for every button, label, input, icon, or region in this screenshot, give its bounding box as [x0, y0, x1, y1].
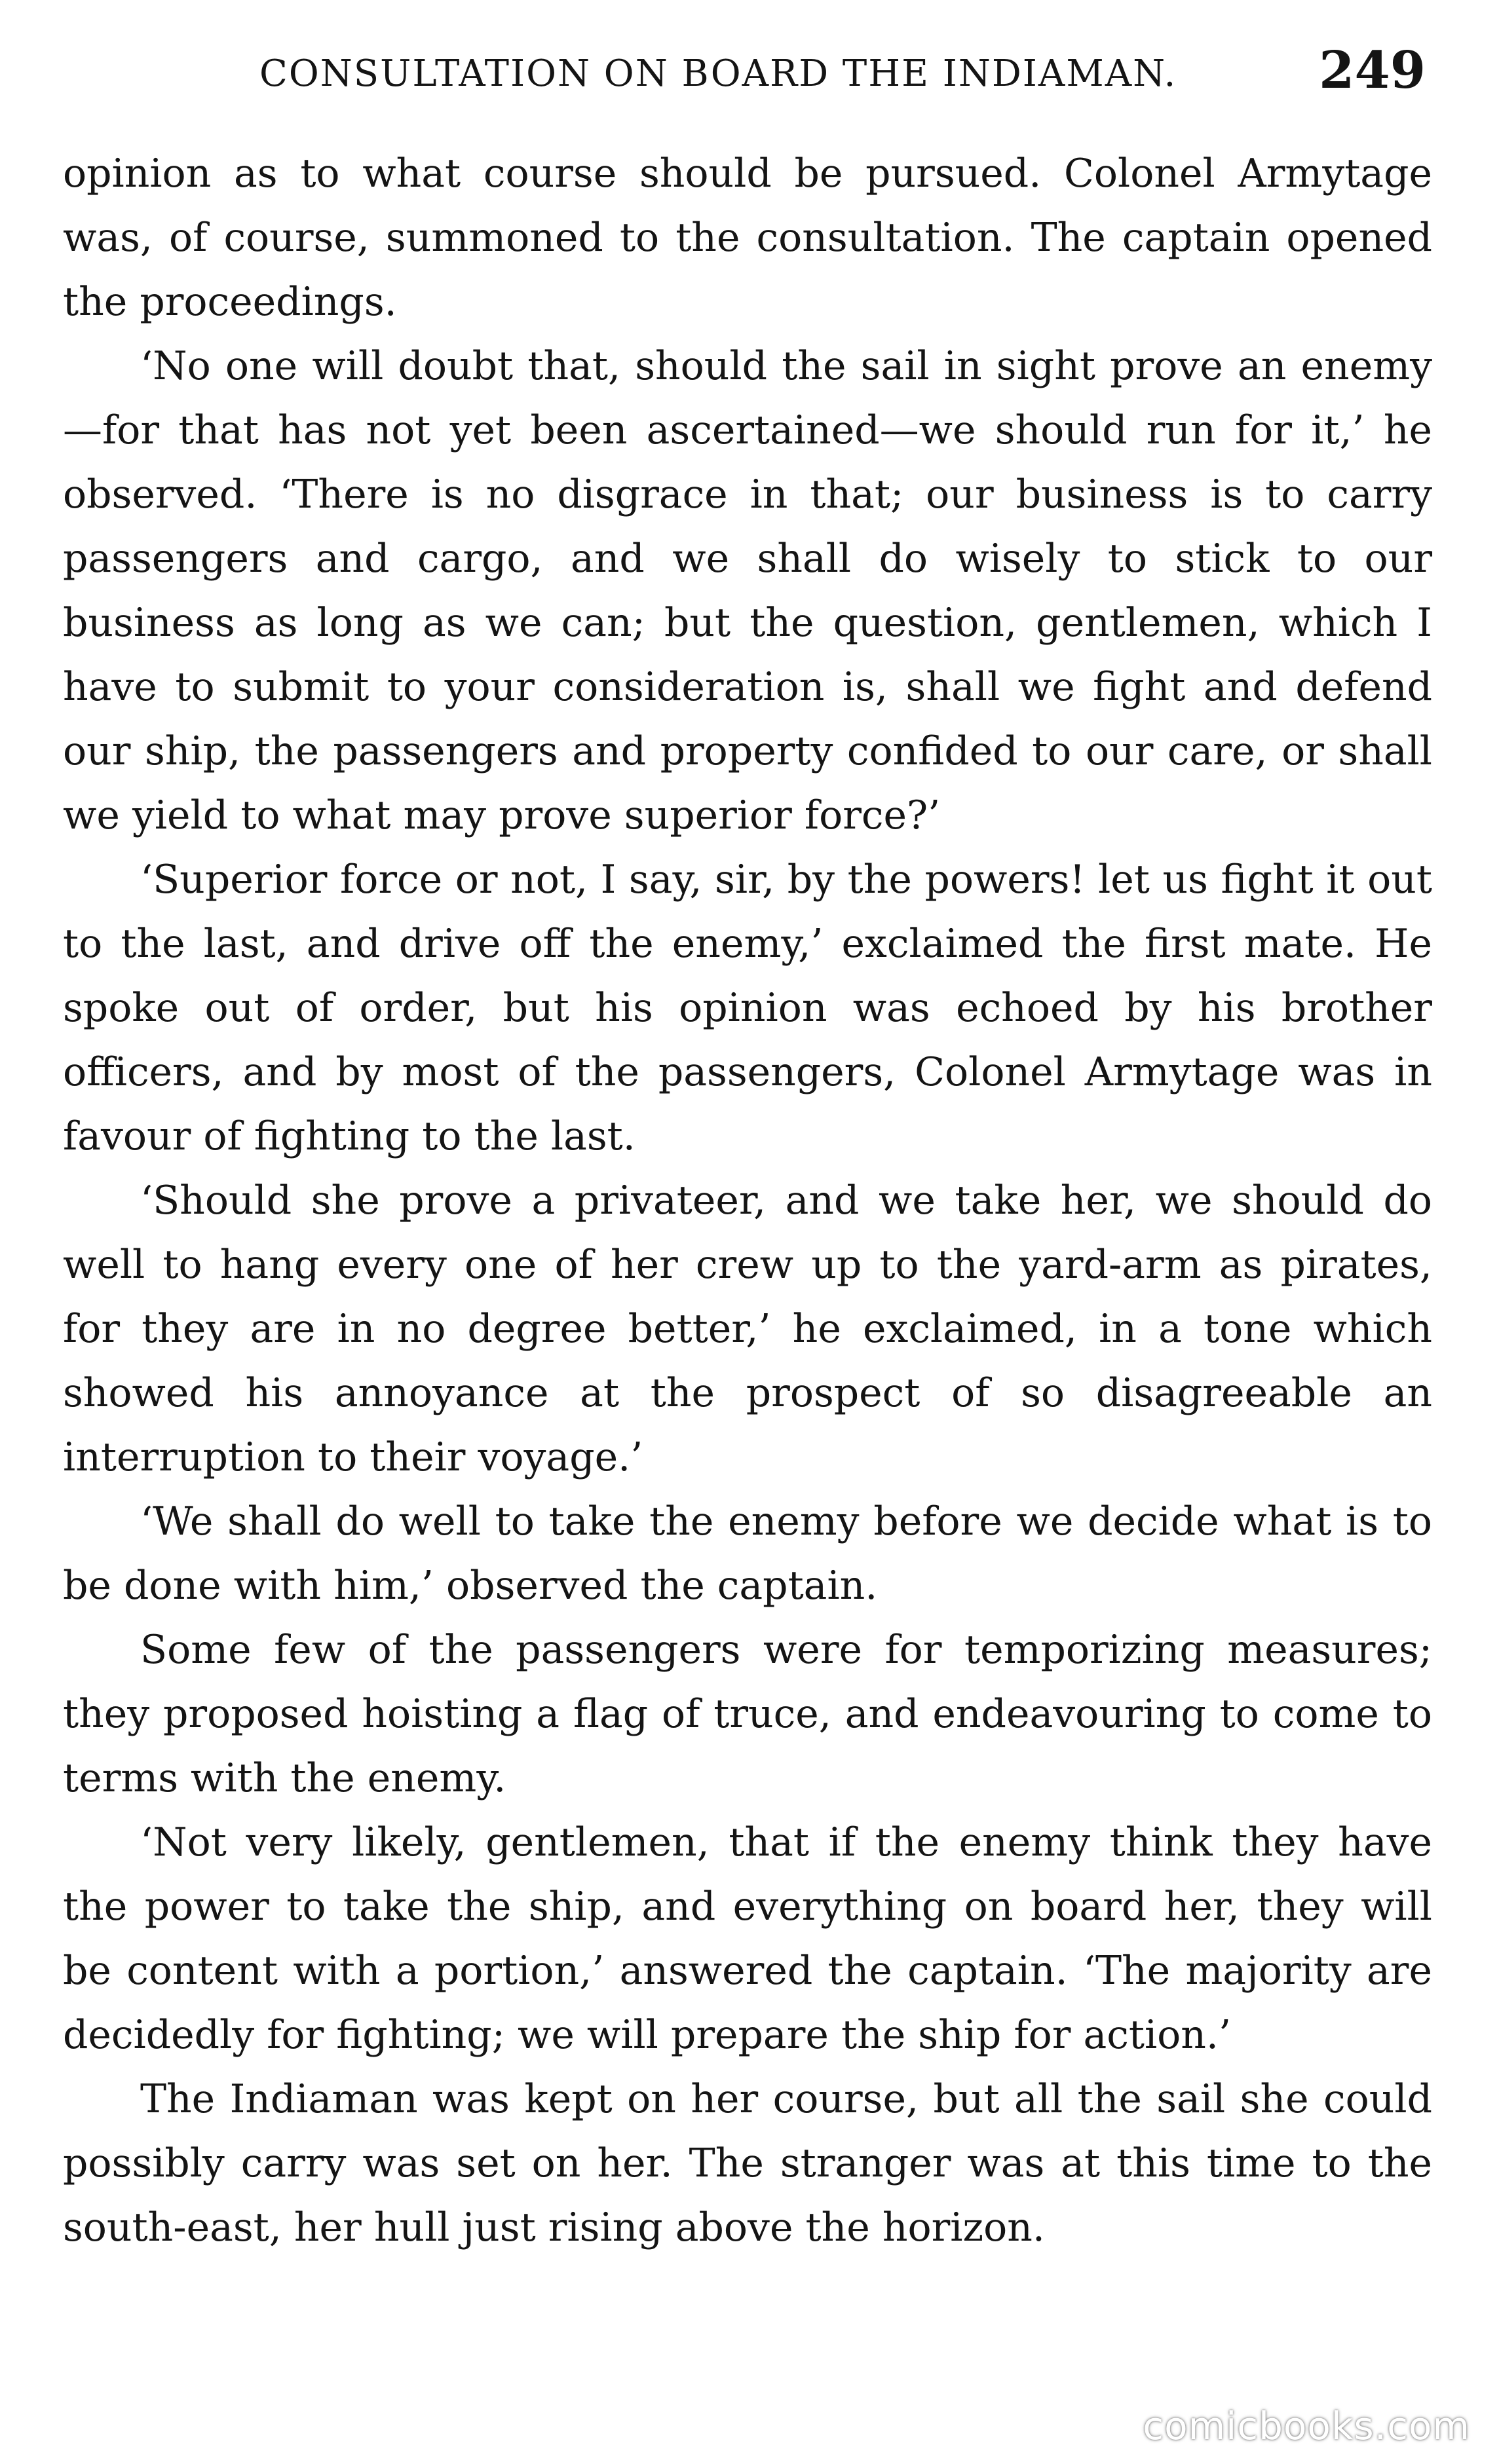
body-text [63, 141, 1432, 2260]
paragraph: ‘Not very likely, gentlemen, that if the enemy think they have the power to take the ship, and everything on board her, they will be content with a portion,’ answered the captain. ‘The majority are decidedly for fighting; we will prepare the ship for action.’ [63, 1820, 1432, 2058]
paragraph: Some few of the passengers were for temporizing measures; they proposed hoisting a flag of truce, and endeavouring to come to terms with the enemy. [63, 1627, 1432, 1801]
page-header [63, 41, 1426, 126]
paragraph: The Indiaman was kept on her course, but all the sail she could possibly carry was set on her. The stranger was at this time to the south-east, her hull just rising above the horizon. [63, 2076, 1432, 2250]
paragraph: ‘Should she prove a privateer, and we take her, we should do well to hang every one of her crew up to the yard-arm as pirates, for they are in no degree better,’ he exclaimed, in a tone which showed his annoyance at the prospect of so disagreeable an interruption to their voyage.’ [63, 1178, 1432, 1480]
page-number: 249 [1319, 41, 1426, 100]
paragraph: ‘No one will doubt that, should the sail in sight prove an enemy—for that has not yet been ascertained—we should run for it,’ he observed. ‘There is no disgrace in that; our business is to carry passengers and cargo, and we shall do wisely to stick to our business as long as we can; but the question, gentlemen, which I have to submit to your consideration is, shall we fight and defend our ship, the passengers and property confided to our care, or shall we yield to what may prove superior force?’ [63, 343, 1432, 838]
watermark: comicbooks.com [1143, 2404, 1470, 2448]
paragraph: opinion as to what course should be pursued. Colonel Armytage was, of course, summoned to the consultation. The captain opened the proceedings. [63, 151, 1432, 325]
paragraph: ‘Superior force or not, I say, sir, by the powers! let us fight it out to the last, and drive off the enemy,’ exclaimed the first mate. He spoke out of order, but his opinion was echoed by his brother officers, and by most of the passengers, Colonel Armytage was in favour of fighting to the last. [63, 857, 1432, 1159]
paragraph: ‘We shall do well to take the enemy before we decide what is to be done with him,’ observed the captain. [63, 1499, 1432, 1609]
running-head: CONSULTATION ON BOARD THE INDIAMAN. [259, 52, 1177, 95]
